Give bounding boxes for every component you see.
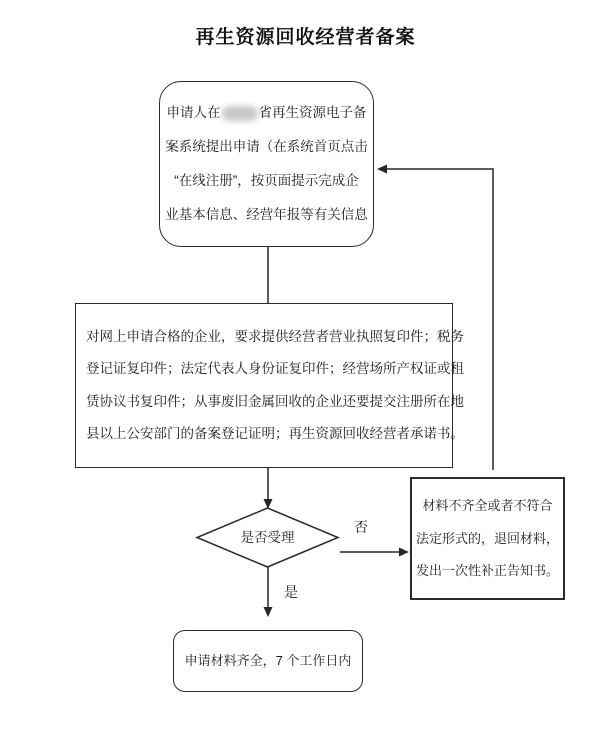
node-reject-line1: 材料不齐全或者不符合 <box>422 498 553 514</box>
edge-label-no: 否 <box>354 519 368 535</box>
node-materials-line1: 对网上申请合格的企业，要求提供经营者营业执照复印件；税务 <box>86 329 464 345</box>
edge-label-yes: 是 <box>284 584 298 600</box>
arrowhead-right-reject-icon <box>399 548 409 557</box>
node-apply-line1 <box>167 104 367 122</box>
node-apply-line1-post: 省再生资源电子备 <box>258 105 367 120</box>
arrowhead-down-accept-icon <box>264 607 273 617</box>
page-title: 再生资源回收经营者备案 <box>195 27 416 48</box>
node-apply <box>159 81 374 247</box>
arrowhead-left-apply-icon <box>377 165 387 174</box>
node-reject <box>410 477 565 600</box>
node-materials <box>75 303 464 468</box>
node-apply-line1-pre: 申请人在 <box>166 105 221 120</box>
redacted-province-blur <box>222 106 258 121</box>
node-decision-label: 是否受理 <box>240 530 295 545</box>
node-accept-label: 申请材料齐全，7 个工作日内 <box>184 653 352 668</box>
node-materials-line3: 赁协议书复印件；从事废旧金属回收的企业还要提交注册所在地 <box>86 393 464 409</box>
node-apply-line2: 案系统提出申请（在系统首页点击 <box>165 139 368 154</box>
node-materials-line4: 县以上公安部门的备案登记证明；再生资源回收经营者承诺书。 <box>86 425 464 441</box>
node-reject-line3: 发出一次性补正告知书。 <box>415 562 559 578</box>
node-reject-line2: 法定形式的，退回材料， <box>415 530 559 546</box>
node-materials-line2: 登记证复印件；法定代表人身份证复印件；经营场所产权证或租 <box>86 361 464 377</box>
node-apply-line3: “在线注册”，按页面提示完成企 <box>174 173 359 188</box>
node-apply-line4: 业基本信息、经营年报等有关信息 <box>165 207 368 222</box>
node-accept <box>173 630 363 692</box>
